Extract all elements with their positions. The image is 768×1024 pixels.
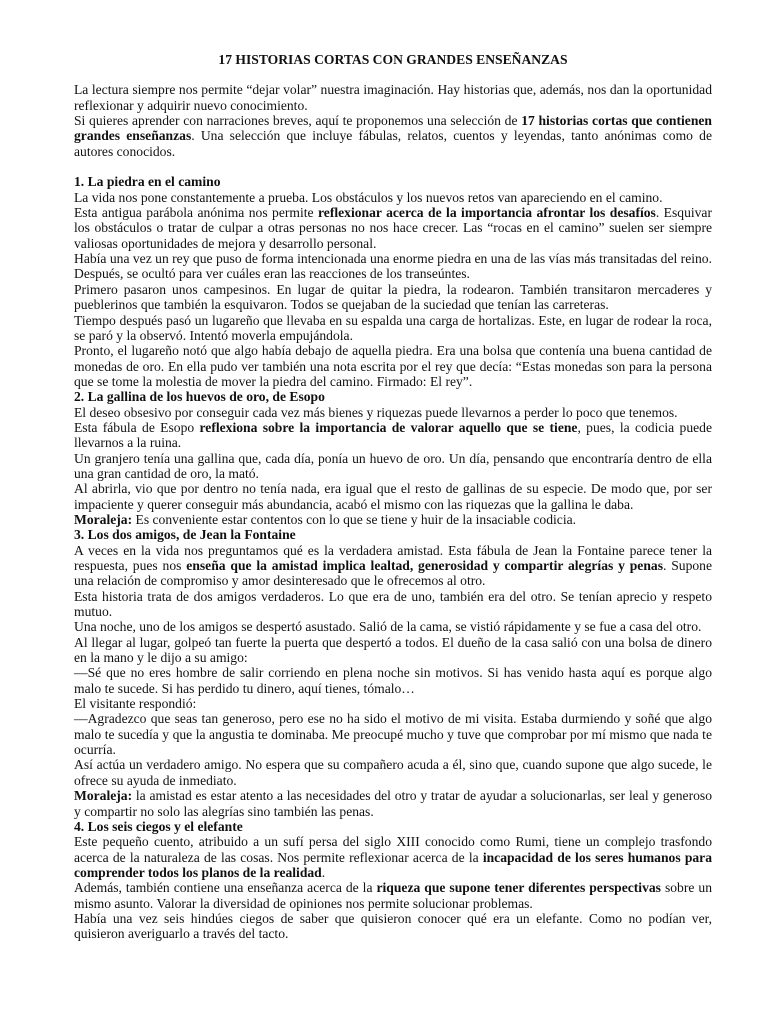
moral-text: la amistad es estar atento a las necesidades del otro y tratar de ayudar a solucionarlas, ser leal y generoso y compartir no solo las alegrías sino también las penas. xyxy=(74,788,712,819)
paragraph-text: . Supone una relación de compromiso y amor desinteresado que le ofrecemos al otro. xyxy=(74,558,712,589)
paragraph-emphasis: reflexionar acerca de la importancia afrontar los desafíos xyxy=(318,205,656,221)
section-paragraph: Al llegar al lugar, golpeó tan fuerte la puerta que despertó a todos. El dueño de la casa salió con una bolsa de dinero en la mano y le dijo a su amigo: xyxy=(74,634,712,666)
moral-paragraph xyxy=(74,512,712,527)
moral-label: Moraleja: xyxy=(74,788,133,804)
section-paragraph: Esta historia trata de dos amigos verdaderos. Lo que era de uno, también era del otro. Se tenían aprecio y respeto mutuo. xyxy=(74,588,712,620)
section-paragraph: —Agradezco que seas tan generoso, pero ese no ha sido el motivo de mi visita. Estaba durmiendo y soñé que algo malo te sucedía y que la angustia te dominaba. Me preocupé mucho y tuve que comprobar por mí mismo que nada te ocurría. xyxy=(74,711,712,758)
document-page xyxy=(74,52,712,942)
intro-text: Si quieres aprender con narraciones breves, aquí te proponemos una selección de xyxy=(74,113,522,129)
section-paragraph xyxy=(74,880,712,911)
paragraph-text: . xyxy=(321,864,326,880)
paragraph-text: A veces en la vida nos preguntamos qué es la verdadera amistad. Esta fábula de Jean la Fontaine parece tener la respuesta, pues nos xyxy=(74,542,712,573)
section-heading: 4. Los seis ciegos y el elefante xyxy=(74,818,243,834)
intro-paragraph xyxy=(74,113,712,159)
paragraph-text: sobre un mismo asunto. Valorar la diversidad de opiniones nos permite solucionar problemas. xyxy=(74,880,712,911)
blank-line xyxy=(74,159,712,174)
paragraph-text: Esta fábula de Esopo xyxy=(74,419,200,435)
section-paragraph: Un granjero tenía una gallina que, cada día, ponía un huevo de oro. Un día, pensando que encontraría dentro de ella una gran cantidad de oro, la mató. xyxy=(74,450,712,481)
paragraph-emphasis: enseña que la amistad implica lealtad, generosidad y compartir alegrías y penas xyxy=(186,558,663,573)
document-title: 17 HISTORIAS CORTAS CON GRANDES ENSEÑANZAS xyxy=(218,52,568,67)
section-paragraph: El deseo obsesivo por conseguir cada vez más bienes y riquezas puede llevarnos a perder lo poco que tenemos. xyxy=(74,404,678,420)
section-heading: 1. La piedra en el camino xyxy=(74,174,221,190)
intro-emphasis: 17 historias cortas que contienen grandes enseñanzas xyxy=(74,113,712,144)
section-paragraph: —Sé que no eres hombre de salir corriendo en plena noche sin motivos. Si has venido hasta aquí es porque algo malo te sucede. Si has perdido tu dinero, aquí tienes, tómalo… xyxy=(74,665,712,696)
section-paragraph: Primero pasaron unos campesinos. En lugar de quitar la piedra, la rodearon. También transitaron mercaderes y pueblerinos que también la esquivaron. Todos se quejaban de la suciedad que tenían las carreteras. xyxy=(74,281,712,313)
moral-label: Moraleja: xyxy=(74,511,133,527)
section-paragraph: Al abrirla, vio que por dentro no tenía nada, era igual que el resto de gallinas de su especie. De modo que, por ser impaciente y querer conseguir más abundancia, acabó el mismo con las riquezas que la gallina le daba. xyxy=(74,481,712,512)
section-paragraph xyxy=(74,543,712,589)
intro-text: La lectura siempre nos permite “dejar volar” nuestra imaginación. Hay historias que, además, nos dan la oportunidad reflexionar y adquirir nuevo conocimiento. xyxy=(74,82,712,113)
section-heading: 3. Los dos amigos, de Jean la Fontaine xyxy=(74,527,296,543)
section-paragraph: Así actúa un verdadero amigo. No espera que su compañero acuda a él, sino que, cuando supone que algo sucede, le ofrece su ayuda de inmediato. xyxy=(74,757,712,788)
moral-text: Es conveniente estar contentos con lo que se tiene y huir de la insaciable codicia. xyxy=(132,511,577,527)
section-paragraph xyxy=(74,420,712,451)
section-paragraph xyxy=(74,834,712,880)
paragraph-text: . Esquivar los obstáculos o tratar de culpar a otras personas no nos hace crecer. Las “rocas en el camino” suelen ser siempre valiosas oportunidades de mejora y desarrollo personal. xyxy=(74,205,712,251)
section-paragraph: Había una vez seis hindúes ciegos de saber que quisieron conocer qué era un elefante. Como no podían ver, quisieron averiguarlo a través del tacto. xyxy=(74,910,712,942)
section-paragraph: Pronto, el lugareño notó que algo había debajo de aquella piedra. Era una bolsa que contenía una buena cantidad de monedas de oro. En ella pudo ver también una nota escrita por el rey que decía: “Estas monedas son para la persona que se tome la molestia de mover la piedra del camino. Firmado: El rey”. xyxy=(74,343,712,389)
paragraph-text: , pues, la codicia puede llevarnos a la ruina. xyxy=(74,419,712,451)
section-paragraph: Tiempo después pasó un lugareño que llevaba en su espalda una carga de hortalizas. Este, en lugar de rodear la roca, se paró y la observó. Intentó moverla empujándola. xyxy=(74,312,712,343)
intro-paragraph xyxy=(74,82,712,113)
section-heading: 2. La gallina de los huevos de oro, de Esopo xyxy=(74,389,325,405)
moral-paragraph xyxy=(74,788,712,819)
section-paragraph: El visitante respondió: xyxy=(74,696,197,712)
paragraph-text: Esta antigua parábola anónima nos permite xyxy=(74,205,318,221)
section-paragraph: La vida nos pone constantemente a prueba. Los obstáculos y los nuevos retos van apareciendo en el camino. xyxy=(74,189,663,205)
paragraph-emphasis: reflexiona sobre la importancia de valorar aquello que se tiene xyxy=(199,419,578,435)
section-paragraph: Había una vez un rey que puso de forma intencionada una enorme piedra en una de las vías más transitadas del reino. Después, se ocultó para ver cuáles eran las reacciones de los transeúntes. xyxy=(74,251,712,282)
paragraph-emphasis: incapacidad de los seres humanos para comprender todos los planos de la realidad xyxy=(74,849,713,880)
paragraph-text: Este pequeño cuento, atribuido a un sufí persa del siglo XIII conocido como Rumi, tiene un complejo trasfondo acerca de la naturaleza de las cosas. Nos permite reflexionar acerca de la xyxy=(74,834,712,865)
paragraph-text: Además, también contiene una enseñanza acerca de la xyxy=(74,880,377,896)
section-paragraph: Una noche, uno de los amigos se despertó asustado. Salió de la cama, se vistió rápidamente y se fue a casa del otro. xyxy=(74,619,702,635)
paragraph-emphasis: riqueza que supone tener diferentes perspectivas xyxy=(376,880,661,896)
section-paragraph xyxy=(74,205,712,251)
intro-text: . Una selección que incluye fábulas, relatos, cuentos y leyendas, tanto anónimas como de autores conocidos. xyxy=(74,128,712,159)
